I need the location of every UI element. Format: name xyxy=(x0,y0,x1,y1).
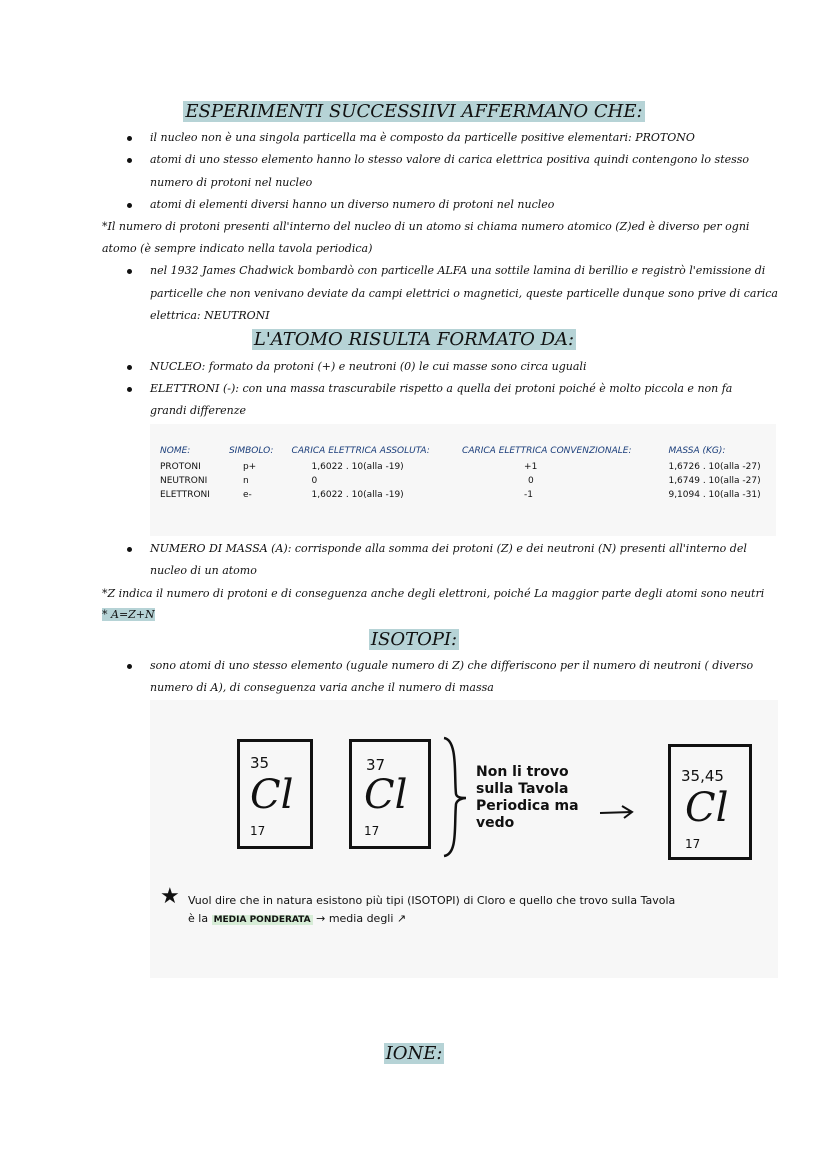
atomic-number: 17 xyxy=(685,837,701,851)
star-note-text: media degli xyxy=(328,912,394,925)
paragraph-line: ELETTRONI (-): con una massa trascurabile rispetto a quella dei protoni poiché è molto piccola e non fa xyxy=(150,382,733,395)
arrow-right-icon xyxy=(598,804,636,820)
paragraph-line: grandi differenze xyxy=(150,404,247,417)
element-card xyxy=(237,739,313,849)
element-card xyxy=(349,739,431,849)
table-cell: 1,6749 . 10(alla -27) xyxy=(668,476,761,487)
paragraph-line: il nucleo non è una singola particella ma è composto da particelle positive elementari: PROTONO xyxy=(150,131,695,144)
paragraph-line: numero di protoni nel nucleo xyxy=(150,176,313,189)
table-cell: e- xyxy=(242,490,252,501)
bullet xyxy=(127,158,132,163)
table-cell: 1,6726 . 10(alla -27) xyxy=(668,461,761,472)
bullet xyxy=(127,547,132,552)
heading-atomo xyxy=(0,329,828,350)
paragraph-line: NUMERO DI MASSA (A): corrisponde alla somma dei protoni (Z) e dei neutroni (N) presenti all'interno del xyxy=(150,542,747,555)
heading-text: L'ATOMO RISULTA FORMATO DA: xyxy=(253,329,575,350)
note-line: atomo (è sempre indicato nella tavola periodica) xyxy=(102,242,373,255)
table-header-cell: MASSA (KG): xyxy=(668,445,726,456)
arrow-right-icon: → xyxy=(316,912,329,925)
paragraph-line: numero di A), di conseguenza varia anche il numero di massa xyxy=(150,681,494,694)
table-cell: ELETTRONI xyxy=(160,490,210,501)
paragraph-line: nucleo di un atomo xyxy=(150,564,257,577)
atomic-number: 17 xyxy=(250,824,266,838)
table-cell: -1 xyxy=(524,490,534,501)
paragraph-line: nel 1932 James Chadwick bombardò con particelle ALFA una sottile lamina di berillio e registrò l'emissione di xyxy=(150,264,766,277)
heading-ione xyxy=(0,1043,828,1064)
brace-note-line: sulla Tavola xyxy=(476,781,569,797)
brace-note-line: Periodica ma xyxy=(476,798,579,814)
table-cell: 1,6022 . 10(alla -19) xyxy=(311,490,404,501)
bullet xyxy=(127,203,132,208)
star-note-line: Vuol dire che in natura esistono più tipi (ISOTOPI) di Cloro e quello che trovo sulla Tavola xyxy=(188,894,676,907)
note-line: *Z indica il numero di protoni e di conseguenza anche degli elettroni, poiché La maggior parte degli atomi sono neutri xyxy=(102,587,765,600)
isotopes-note xyxy=(150,700,778,978)
table-header-cell: NOME: xyxy=(160,445,191,456)
paragraph-line: atomi di uno stesso elemento hanno lo stesso valore di carica elettrica positiva quindi contengono lo stesso xyxy=(150,153,750,166)
table-cell: NEUTRONI xyxy=(160,476,208,487)
particles-table xyxy=(150,424,776,536)
star-note-text: è la xyxy=(188,912,209,925)
highlighted-term: MEDIA PONDERATA xyxy=(213,915,311,925)
paragraph-line: atomi di elementi diversi hanno un diverso numero di protoni nel nucleo xyxy=(150,198,555,211)
brace-note xyxy=(476,764,579,832)
bullet xyxy=(127,387,132,392)
table-cell: n xyxy=(242,476,249,487)
table-cell: PROTONI xyxy=(160,461,201,472)
heading-text: ISOTOPI: xyxy=(370,629,458,650)
paragraph-line: particelle che non venivano deviate da campi elettrici o magnetici, queste particelle dunque sono prive di carica xyxy=(150,287,778,300)
table-cell: 0 xyxy=(528,476,534,487)
table-cell: 1,6022 . 10(alla -19) xyxy=(311,461,404,472)
star-note-line xyxy=(188,912,406,925)
brace-icon xyxy=(440,736,470,858)
mass-number: 37 xyxy=(366,756,386,774)
formula-text: * A=Z+N xyxy=(102,608,155,621)
table-row xyxy=(150,488,776,502)
table-header-cell: SIMBOLO: xyxy=(228,445,274,456)
heading-esperimenti xyxy=(0,101,828,122)
curved-arrow-icon: ↗ xyxy=(396,912,407,925)
bullet xyxy=(127,664,132,669)
star-icon: ★ xyxy=(160,884,180,909)
table-cell: 0 xyxy=(311,476,318,487)
atomic-number: 17 xyxy=(364,824,380,838)
element-symbol: Cl xyxy=(364,772,408,818)
table-header-cell: CARICA ELETTRICA CONVENZIONALE: xyxy=(462,445,632,456)
note-line: *Il numero di protoni presenti all'interno del nucleo di un atomo si chiama numero atomico (Z)ed è diverso per ogni xyxy=(102,220,750,233)
element-symbol: Cl xyxy=(685,785,729,831)
table-row xyxy=(150,460,776,474)
element-card xyxy=(668,744,752,860)
paragraph-line: NUCLEO: formato da protoni (+) e neutroni (0) le cui masse sono circa uguali xyxy=(150,360,587,373)
brace-note-line: Non li trovo xyxy=(476,764,569,780)
table-cell: +1 xyxy=(524,461,538,472)
heading-text: IONE: xyxy=(385,1043,443,1064)
mass-number: 35 xyxy=(250,754,270,772)
table-header-row xyxy=(150,424,776,460)
heading-text: ESPERIMENTI SUCCESSIIVI AFFERMANO CHE: xyxy=(185,101,643,122)
mass-number: 35,45 xyxy=(681,767,724,785)
formula xyxy=(102,607,155,622)
table-cell: p+ xyxy=(242,461,257,472)
table-cell: 9,1094 . 10(alla -31) xyxy=(668,490,761,501)
paragraph-line: elettrica: NEUTRONI xyxy=(150,309,270,322)
paragraph-line: sono atomi di uno stesso elemento (uguale numero di Z) che differiscono per il numero di neutroni ( diverso xyxy=(150,659,754,672)
heading-isotopi xyxy=(0,629,828,650)
bullet xyxy=(127,269,132,274)
element-symbol: Cl xyxy=(250,772,294,818)
bullet xyxy=(127,136,132,141)
brace-note-line: vedo xyxy=(476,815,515,831)
bullet xyxy=(127,365,132,370)
table-row xyxy=(150,474,776,488)
table-header-cell: CARICA ELETTRICA ASSOLUTA: xyxy=(291,445,430,456)
